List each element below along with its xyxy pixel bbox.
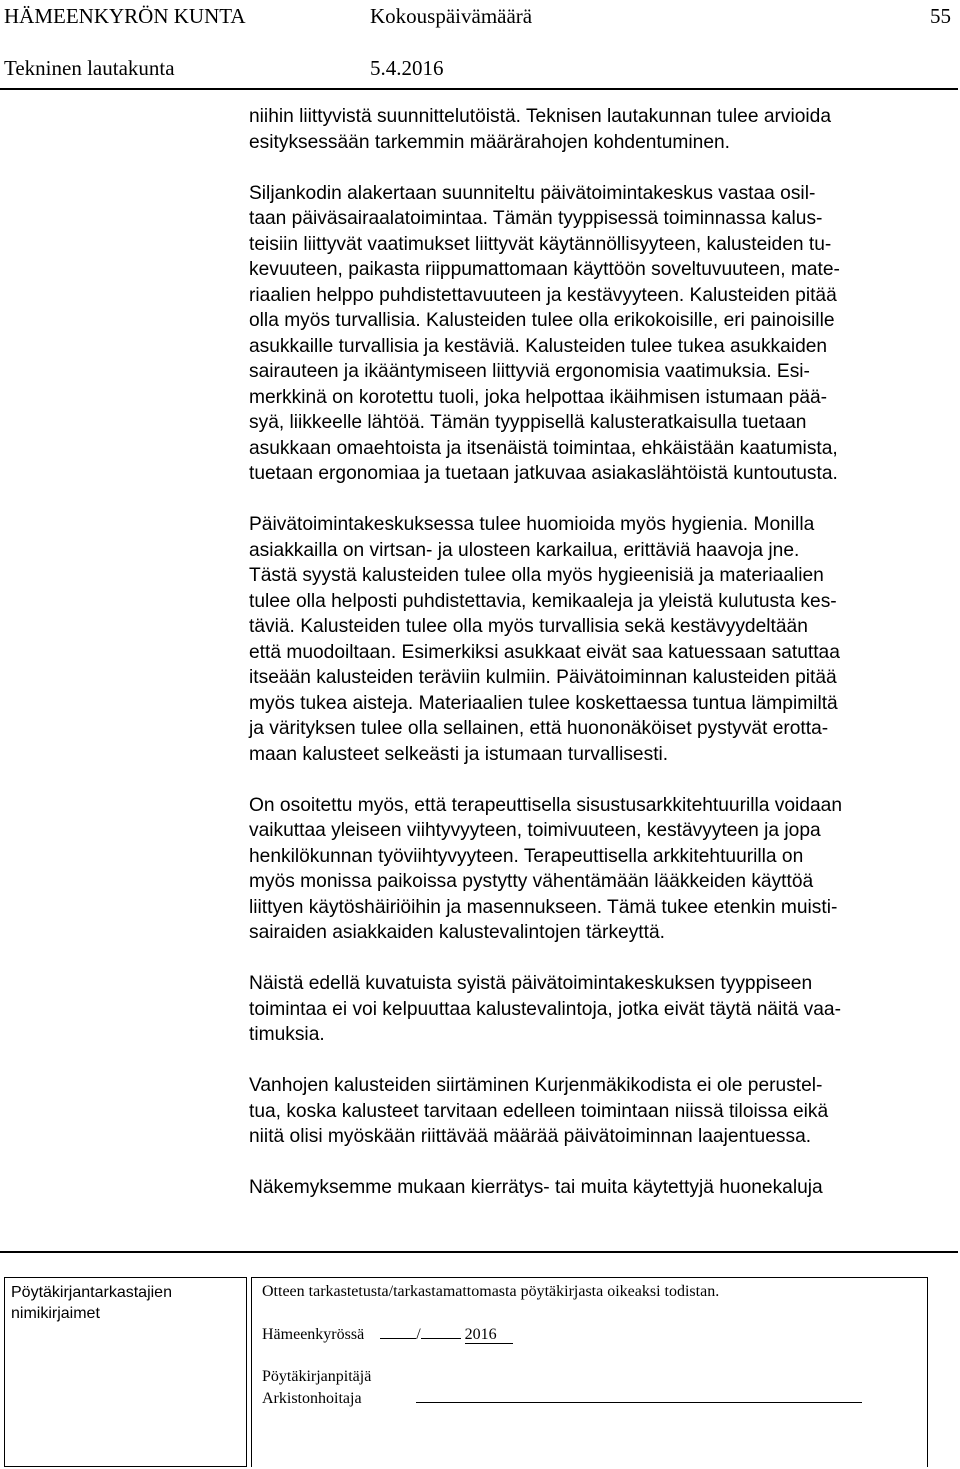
text-line: ja värityksen tulee olla sellainen, että huononäköiset pystyvät erotta- [249, 718, 829, 739]
initials-label-1: Pöytäkirjantarkastajien [11, 1284, 172, 1301]
organization-name: HÄMEENKYRÖN KUNTA [4, 4, 246, 28]
text-line: vaikuttaa yleiseen viihtyvyyteen, toimivuuteen, kestävyyteen ja jopa [249, 820, 821, 841]
text-line: olla myös turvallisia. Kalusteiden tulee olla erikokoisille, eri painoisille [249, 310, 835, 331]
text-line: asukkaan omaehtoista ja itsenäistä toimintaa, ehkäistään kaatumista, [249, 437, 838, 459]
paragraph [249, 793, 954, 946]
text-line: kevuuteen, paikasta riippumattomaan käyttöön soveltuvuuteen, mate- [249, 259, 840, 280]
text-line: myös tukea aisteja. Materiaalien tulee koskettaessa tuntua lämpimiltä [249, 692, 838, 714]
text-line: riaalien helppo puhdistettavuuteen ja kestävyyteen. Kalusteiden pitää [249, 284, 837, 306]
year-text: 2016 [465, 1326, 513, 1344]
text-line: sairauteen ja ikääntymiseen liittyviä ergonomisia vaatimuksia. Esi- [249, 361, 810, 382]
text-line: asiakkailla on virtsan- ja ulosteen karkailua, erittäviä haavoja jne. [249, 539, 800, 561]
paragraph [249, 1175, 954, 1201]
text-line: teisiin liittyvät vaatimukset liittyvät käytännöllisyyteen, kalusteiden tu- [249, 233, 832, 255]
header-divider [0, 88, 958, 90]
text-line: myös monissa paikoissa pystytty vähentämään lääkkeiden käyttöä [249, 871, 814, 892]
text-line: henkilökunnan työviihtyvyyteen. Terapeuttisella arkkitehtuurilla on [249, 845, 804, 867]
text-line: Siljankodin alakertaan suunniteltu päivätoimintakeskus vastaa osil- [249, 182, 816, 204]
paragraph [249, 512, 954, 767]
meeting-date-label: Kokouspäivämäärä [370, 4, 533, 28]
month-blank [421, 1324, 461, 1339]
initials-label-2: nimikirjaimet [11, 1305, 100, 1322]
text-line: Päivätoimintakeskuksessa tulee huomioida myös hygienia. Monilla [249, 514, 815, 535]
keeper-label: Pöytäkirjanpitäjä [262, 1368, 372, 1385]
text-line: täviä. Kalusteiden tulee olla myös turvallisia sekä kestävyydeltään [249, 616, 808, 637]
committee-name: Tekninen lautakunta [4, 56, 175, 80]
text-line: timuksia. [249, 1024, 325, 1045]
paragraph [249, 1073, 954, 1150]
text-line: asukkaille turvallisia ja kestäviä. Kalusteiden tulee tukea asukkaiden [249, 335, 828, 357]
certification-text: Otteen tarkastetusta/tarkastamattomasta pöytäkirjasta oikeaksi todistan. [262, 1283, 720, 1300]
place-date-line [262, 1324, 513, 1345]
text-line: merkkinä on korotettu tuoli, joka helpottaa ikäihmisen istumaan pää- [249, 386, 828, 408]
day-blank [380, 1324, 416, 1339]
text-line: maan kalusteet selkeästi ja istumaan turvallisesti. [249, 743, 669, 765]
text-line: että muodoiltaan. Esimerkiksi asukkaat eivät saa katuessaan satuttaa [249, 641, 840, 663]
text-line: niihin liittyvistä suunnittelutöistä. Teknisen lautakunnan tulee arvioida [249, 106, 832, 127]
certification-box [251, 1277, 928, 1467]
signature-blank [416, 1388, 862, 1403]
paragraph [249, 971, 954, 1048]
document-body [249, 104, 954, 1226]
signature-initials-box [4, 1277, 247, 1467]
text-line: Tästä syystä kalusteiden tulee olla myös hygieenisiä ja materiaalien [249, 565, 824, 586]
text-line: On osoitettu myös, että terapeuttisella sisustusarkkitehtuurilla voidaan [249, 794, 842, 816]
text-line: tuetaan ergonomiaa ja tuetaan jatkuvaa asiakaslähtöistä kuntoutusta. [249, 463, 838, 484]
text-line: tulee olla helposti puhdistettavia, kemikaaleja ja yleistä kulutusta kes- [249, 590, 837, 612]
text-line: tua, koska kalusteet tarvitaan edelleen toimintaan niissä tiloissa eikä [249, 1100, 829, 1122]
text-line: taan päiväsairaalatoimintaa. Tämän tyyppisessä toiminnassa kalus- [249, 208, 823, 229]
meeting-date: 5.4.2016 [370, 56, 444, 80]
text-line: syä, liikkeelle lähtöä. Tämän tyyppisellä kalusteratkaisulla tuetaan [249, 412, 807, 433]
text-line: Vanhojen kalusteiden siirtäminen Kurjenmäkikodista ei ole perustel- [249, 1075, 823, 1096]
text-line: Näkemyksemme mukaan kierrätys- tai muita käytettyjä huonekaluja [249, 1177, 823, 1198]
date-slash: / [416, 1326, 421, 1343]
text-line: niitä olisi myöskään riittävää määrää päivätoiminnan laajentuessa. [249, 1126, 812, 1147]
paragraph [249, 104, 954, 155]
text-line: itseään kalusteiden teräviin kulmiin. Päivätoiminnan kalusteiden pitää [249, 667, 837, 688]
text-line: toimintaa ei voi kelpuuttaa kalustevalintoja, jotka eivät täytä näitä vaa- [249, 998, 841, 1020]
page-number: 55 [930, 4, 951, 28]
text-line: sairaiden asiakkaiden kalustevalintojen tärkeyttä. [249, 922, 665, 943]
paragraph [249, 181, 954, 487]
text-line: esityksessään tarkemmin määrärahojen kohdentuminen. [249, 131, 730, 153]
text-line: Näistä edellä kuvatuista syistä päivätoimintakeskuksen tyyppiseen [249, 973, 813, 994]
text-line: liittyen käytöshäiriöihin ja masennukseen. Tämä tukee etenkin muisti- [249, 896, 838, 918]
archivist-label: Arkistonhoitaja [262, 1390, 362, 1407]
archivist-line [262, 1388, 862, 1409]
place-name: Hämeenkyrössä [262, 1326, 365, 1343]
footer-divider [0, 1251, 958, 1253]
